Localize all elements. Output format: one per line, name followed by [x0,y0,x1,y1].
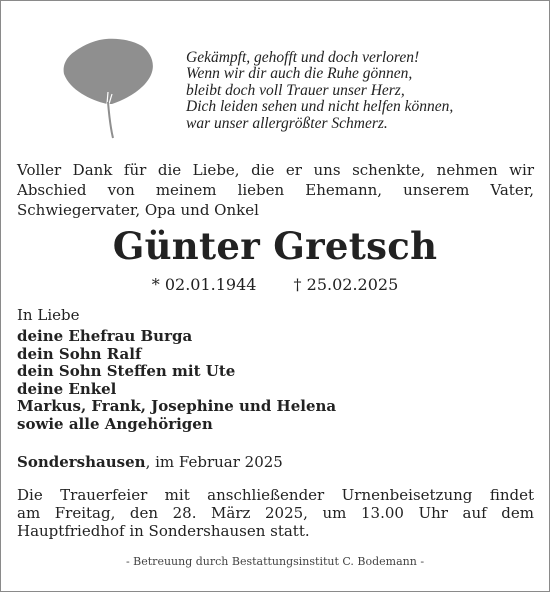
poem-line: bleibt doch voll Trauer unser Herz, [186,81,405,99]
mourner-line: dein Sohn Ralf [17,344,142,363]
place-date-text: , im Februar 2025 [145,453,283,471]
mourner-line: Markus, Frank, Josephine und Helena [17,397,337,415]
place-city: Sondershausen [17,453,146,471]
intro-line: Abschied von meinem lieben Ehemann, unserem Vater, [17,181,534,199]
poem-line: Gekämpft, gehofft und doch verloren! [186,49,420,66]
birth-date: * 02.01.1944 [151,275,257,294]
funeral-home-credit: - Betreuung durch Bestattungsinstitut C. Bodemann - [125,555,425,568]
mourner-line: sowie alle Angehörigen [17,414,213,433]
intro-text [17,160,534,220]
death-date: † 25.02.2025 [293,275,399,294]
poem-line: war unser allergrößter Schmerz. [186,114,388,132]
intro-line: Voller Dank für die Liebe, die er uns schenkte, nehmen wir [17,161,534,179]
poem [186,50,536,132]
mourner-line: deine Enkel [17,379,117,398]
intro-line: Schwiegervater, Opa und Onkel [17,201,259,219]
mourner-line: deine Ehefrau Burga [17,327,193,345]
mourners-list [17,328,336,433]
ginkgo-leaf-icon [60,34,156,142]
life-dates [0,274,550,296]
place-date [17,452,283,472]
deceased-name: Günter Gretsch [112,224,438,268]
poem-line: Wenn wir dir auch die Ruhe gönnen, [186,65,413,83]
funeral-line: Hauptfriedhof in Sondershausen statt. [17,522,310,540]
mourner-line: dein Sohn Steffen mit Ute [17,362,236,380]
funeral-line: Die Trauerfeier mit anschließender Urnenbeisetzung findet [17,486,534,504]
funeral-info [17,486,534,540]
in-love-label: In Liebe [17,306,80,324]
funeral-line: am Freitag, den 28. März 2025, um 13.00 Uhr auf dem [17,504,534,522]
poem-line: Dich leiden sehen und nicht helfen können, [186,98,454,116]
